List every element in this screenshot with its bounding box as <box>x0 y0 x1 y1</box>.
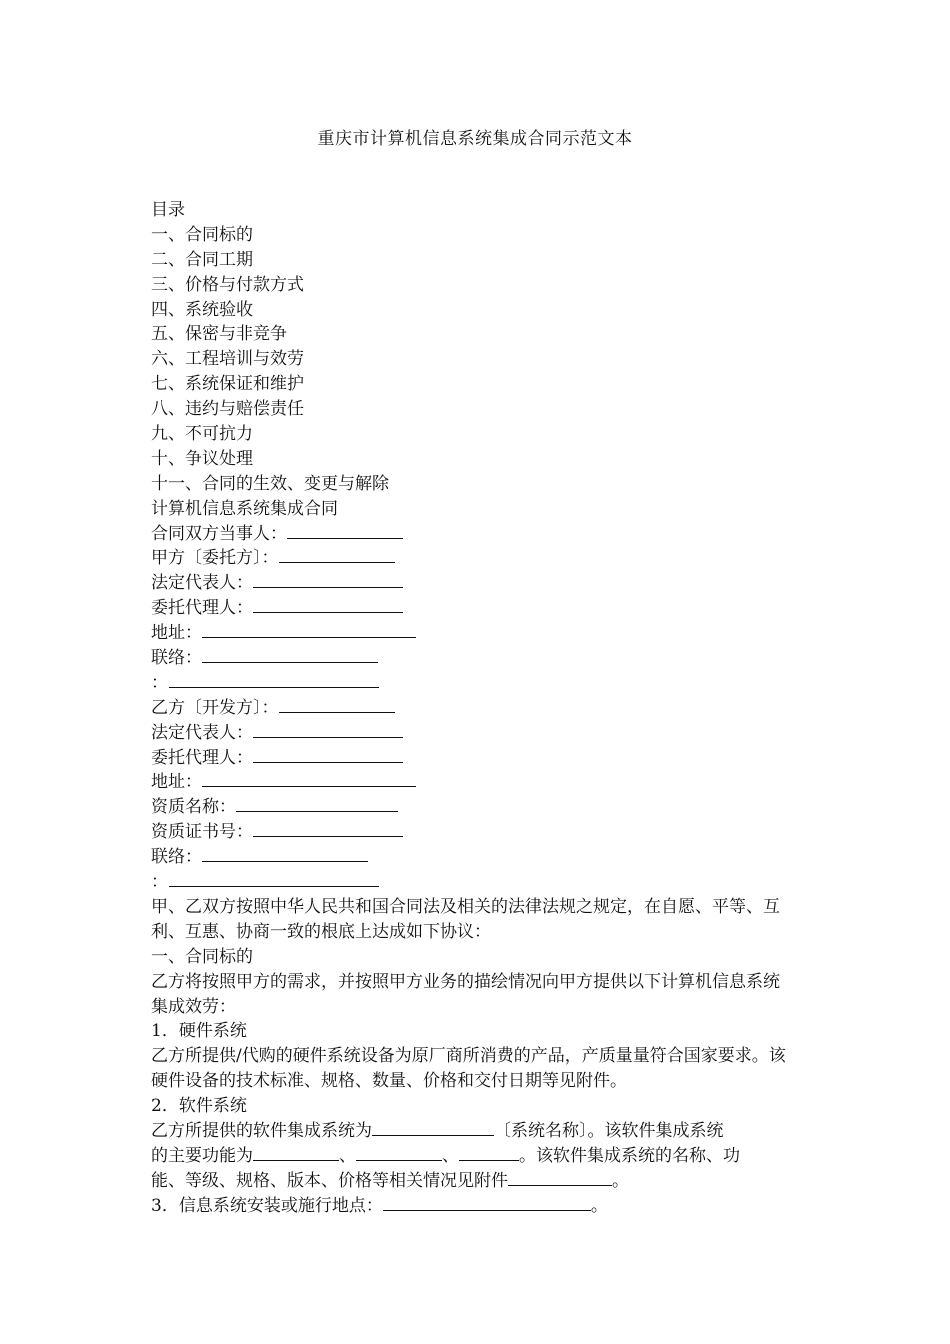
party-b-address-blank[interactable] <box>202 770 416 787</box>
toc-item: 一、合同标的 <box>151 224 253 245</box>
contract-heading: 计算机信息系统集成合同 <box>151 498 338 519</box>
party-b-extra-line <box>151 870 796 895</box>
party-b-name-line <box>151 696 796 721</box>
item-2-sep-2: 、 <box>442 1145 459 1166</box>
toc-item: 二、合同工期 <box>151 249 253 270</box>
party-a-address-blank[interactable] <box>202 621 416 638</box>
party-b-contact-blank[interactable] <box>202 845 368 862</box>
toc-item: 十一、合同的生效、变更与解除 <box>151 473 389 494</box>
item-2-text-a: 乙方所提供的软件集成系统为 <box>151 1121 372 1142</box>
item-3-label: 3．信息系统安装或施行地点： <box>151 1195 383 1216</box>
attachment-blank[interactable] <box>508 1169 612 1186</box>
party-b-name-label: 乙方〔开发方〕： <box>151 697 279 718</box>
party-a-extra-blank[interactable] <box>169 671 379 688</box>
party-b-qual-name-label: 资质名称： <box>151 797 236 818</box>
party-a-address-line <box>151 621 796 646</box>
item-2-text-d: 。该软件集成系统的名称、功 <box>519 1145 740 1166</box>
item-2-line-1 <box>151 1119 796 1144</box>
item-2-heading: 2．软件系统 <box>151 1096 247 1117</box>
section-1-heading: 一、合同标的 <box>151 946 253 967</box>
party-a-extra-colon: ： <box>151 672 168 693</box>
party-b-rep-label: 法定代表人： <box>151 722 253 743</box>
item-2-text-f: 。 <box>612 1170 629 1191</box>
party-a-name-label: 甲方〔委托方〕： <box>151 548 279 569</box>
item-3-line <box>151 1194 796 1219</box>
party-a-name-line <box>151 546 796 571</box>
toc-item: 三、价格与付款方式 <box>151 274 304 295</box>
item-2-line-3 <box>151 1169 796 1194</box>
toc-item: 五、保密与非竞争 <box>151 324 287 345</box>
party-a-contact-label: 联络： <box>151 648 202 669</box>
party-b-qual-cert-blank[interactable] <box>253 820 403 837</box>
party-b-extra-colon: ： <box>151 872 168 893</box>
party-a-contact-line <box>151 646 796 671</box>
party-b-agent-label: 委托代理人： <box>151 747 253 768</box>
item-2-text-e: 能、等级、规格、版本、价格等相关情况见附件 <box>151 1170 508 1191</box>
parties-blank[interactable] <box>287 522 403 539</box>
item-3-end: 。 <box>590 1195 608 1216</box>
agreement-intro: 甲、乙双方按照中华人民共和国合同法及相关的法律法规之规定，在自愿、平等、互利、互惠、协商一致的根底上达成如下协议： <box>151 896 780 942</box>
toc-heading: 目录 <box>151 200 185 220</box>
party-b-name-blank[interactable] <box>279 696 395 713</box>
function-blank-3[interactable] <box>459 1144 519 1161</box>
toc-item: 六、工程培训与效劳 <box>151 349 304 370</box>
party-b-address-line <box>151 770 796 795</box>
parties-intro-label: 合同双方当事人： <box>151 523 287 544</box>
party-b-address-label: 地址： <box>151 772 202 793</box>
function-blank-1[interactable] <box>253 1144 339 1161</box>
item-2-text-c: 的主要功能为 <box>151 1145 253 1166</box>
item-2-line-2 <box>151 1144 796 1169</box>
party-b-contact-line <box>151 845 796 870</box>
party-b-agent-line <box>151 746 796 771</box>
party-a-contact-blank[interactable] <box>202 646 378 663</box>
party-b-rep-line <box>151 721 796 746</box>
item-1-para: 乙方所提供/代购的硬件系统设备为原厂商所消费的产品，产质量量符合国家要求。该硬件设备的技术标准、规格、数量、价格和交付日期等见附件。 <box>151 1046 786 1092</box>
parties-intro-line <box>151 522 796 547</box>
toc-item: 九、不可抗力 <box>151 424 253 445</box>
party-a-agent-line <box>151 596 796 621</box>
toc-item: 八、违约与赔偿责任 <box>151 399 304 420</box>
item-1-heading: 1．硬件系统 <box>151 1021 247 1042</box>
party-b-rep-blank[interactable] <box>253 721 403 738</box>
item-2-text-b: 〔系统名称〕。该软件集成系统 <box>494 1121 724 1142</box>
party-a-rep-blank[interactable] <box>253 571 403 588</box>
party-b-qual-cert-label: 资质证书号： <box>151 822 253 843</box>
section-1-para: 乙方将按照甲方的需求，并按照甲方业务的描绘情况向甲方提供以下计算机信息系统集成效劳： <box>151 971 780 1017</box>
party-b-qual-name-line <box>151 795 796 820</box>
party-a-rep-label: 法定代表人： <box>151 573 253 594</box>
toc-item: 四、系统验收 <box>151 299 253 320</box>
party-b-qual-name-blank[interactable] <box>236 795 398 812</box>
toc-item: 七、系统保证和维护 <box>151 374 304 395</box>
install-location-blank[interactable] <box>383 1194 591 1211</box>
party-a-agent-label: 委托代理人： <box>151 598 253 619</box>
party-b-contact-label: 联络： <box>151 847 202 868</box>
party-a-address-label: 地址： <box>151 623 202 644</box>
system-name-blank[interactable] <box>372 1119 494 1136</box>
party-b-extra-blank[interactable] <box>169 870 379 887</box>
toc-item: 十、争议处理 <box>151 448 253 469</box>
document-title: 重庆市计算机信息系统集成合同示范文本 <box>317 129 633 149</box>
party-b-qual-cert-line <box>151 820 796 845</box>
party-a-agent-blank[interactable] <box>253 596 403 613</box>
party-b-agent-blank[interactable] <box>253 746 403 763</box>
item-2-sep-1: 、 <box>339 1145 356 1166</box>
document-body <box>151 198 796 1219</box>
function-blank-2[interactable] <box>356 1144 442 1161</box>
party-a-rep-line <box>151 571 796 596</box>
party-a-extra-line <box>151 671 796 696</box>
party-a-name-blank[interactable] <box>279 546 395 563</box>
